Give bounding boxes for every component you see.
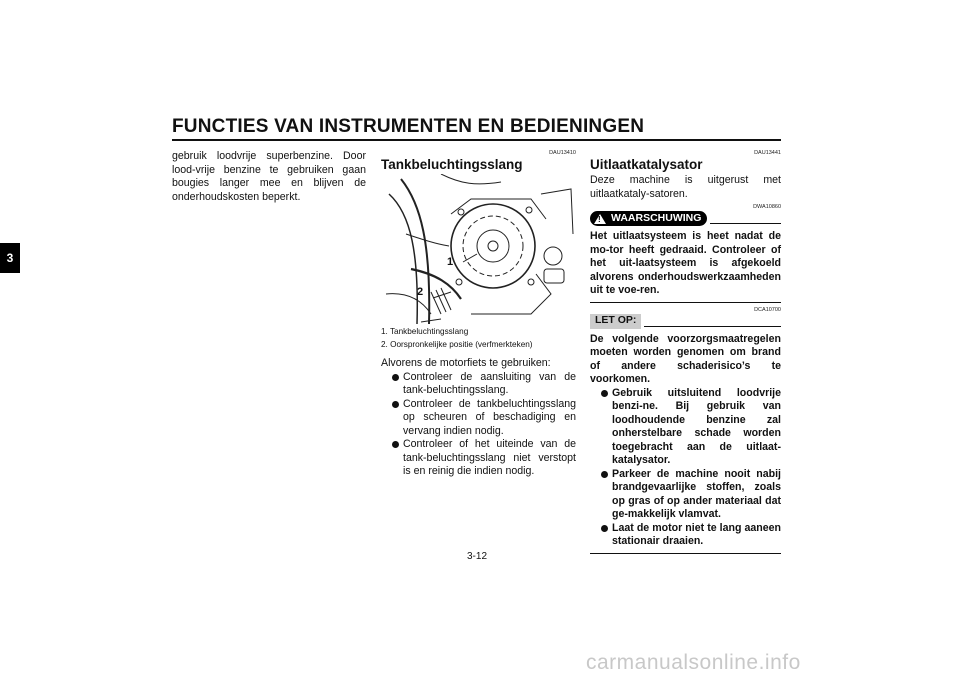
list-item: Parkeer de machine nooit nabij brandgevaarlijke stoffen, zoals op gras of op ander materiaal dat ge-makkelijk vlamvat. — [590, 468, 781, 522]
section-heading-tank-vent: Tankbeluchtingsslang — [381, 157, 523, 172]
notice-intro: De volgende voorzorgsmaatregelen moeten worden genomen om brand of andere schaderisico’s te voorkomen. — [590, 332, 781, 385]
list-item: Controleer of het uiteinde van de tank-beluchtingsslang niet verstopt is en reinig die indien nodig. — [381, 438, 576, 479]
list-item: Controleer de aansluiting van de tank-beluchtingsslang. — [381, 371, 576, 398]
tank-vent-figure — [381, 174, 576, 324]
section-heading-catalyst: Uitlaatkatalysator — [590, 157, 703, 172]
warning-label: WAARSCHUWING — [611, 211, 702, 224]
warning-badge — [590, 211, 707, 226]
list-item: Laat de motor niet te lang aaneen stationair draaien. — [590, 522, 781, 549]
notice-list — [590, 387, 781, 549]
notice-badge: LET OP: — [590, 314, 641, 329]
warning-triangle-icon: ! — [594, 214, 606, 224]
engine-illustration — [381, 174, 576, 324]
figure-caption-1: 1. Tankbeluchtingsslang — [381, 327, 469, 336]
chapter-tab: 3 — [0, 243, 20, 273]
callout-1: 1 — [447, 256, 454, 268]
list-item: Controleer de tankbeluchtingsslang op scheuren of beschadiging en vervang indien nodig. — [381, 398, 576, 439]
checklist — [381, 371, 576, 479]
watermark: carmanualsonline.info — [586, 651, 801, 674]
catalyst-intro: Deze machine is uitgerust met uitlaatkataly-satoren. — [590, 174, 781, 200]
notice-rule — [644, 326, 781, 327]
figure-caption-2: 2. Oorspronkelijke positie (verfmerkteken) — [381, 340, 533, 349]
page-title: FUNCTIES VAN INSTRUMENTEN EN BEDIENINGEN — [172, 116, 645, 137]
warning-header — [590, 211, 781, 226]
title-rule — [172, 139, 781, 141]
warning-code: DWA10860 — [753, 204, 781, 210]
column-right — [590, 150, 781, 554]
warning-rule — [710, 223, 781, 224]
notice-code: DCA10700 — [754, 306, 781, 313]
column-left — [172, 150, 366, 204]
section-code: DAU13441 — [754, 150, 781, 156]
warning-text: Het uitlaatsysteem is heet nadat de mo-tor heeft gedraaid. Controleer of het uit-laatsysteem is afgekoeld alvorens onderhoudswerkzaamheden uit te voe-ren. — [590, 230, 781, 296]
checklist-intro: Alvorens de motorfiets te gebruiken: — [381, 357, 551, 369]
notice-header — [590, 314, 781, 329]
callout-2: 2 — [417, 286, 424, 298]
section-code: DAU13410 — [549, 150, 576, 156]
list-item: Gebruik uitsluitend loodvrije benzi-ne. Bij gebruik van loodhoudende benzine zal onherstelbare schade worden toegebracht aan de uitlaat-katalysator. — [590, 387, 781, 468]
continued-paragraph: gebruik loodvrije superbenzine. Door lood-vrije benzine te gebruiken gaan bougies langer mee en blijven de onderhoudskosten beperkt. — [172, 150, 366, 203]
page-number: 3-12 — [467, 551, 488, 562]
notice-end-rule — [590, 553, 781, 554]
warning-end-rule — [590, 302, 781, 303]
column-middle — [381, 150, 576, 479]
